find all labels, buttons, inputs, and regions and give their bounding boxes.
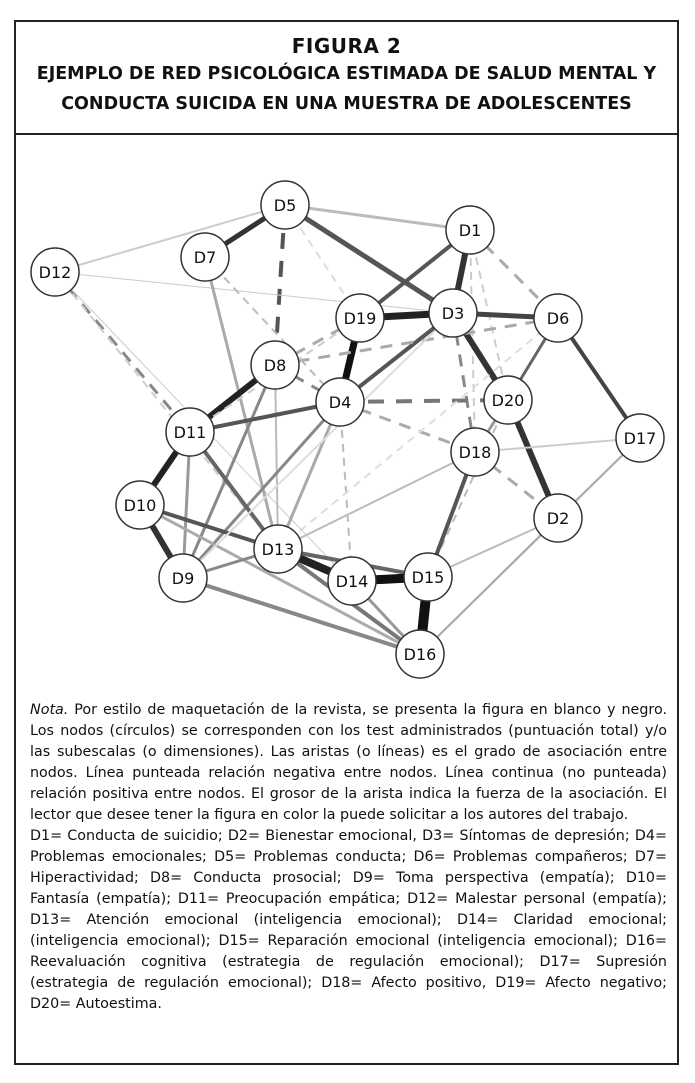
node-label: D8 bbox=[263, 356, 287, 375]
node-label: D13 bbox=[261, 540, 295, 559]
node-d2 bbox=[534, 494, 582, 542]
node-d1 bbox=[446, 206, 494, 254]
network-nodes bbox=[31, 181, 664, 678]
node-d14 bbox=[328, 557, 376, 605]
node-label: D18 bbox=[458, 443, 492, 462]
node-d17 bbox=[616, 414, 664, 462]
node-d3 bbox=[429, 289, 477, 337]
node-d20 bbox=[484, 376, 532, 424]
node-label: D10 bbox=[123, 496, 157, 515]
node-label: D4 bbox=[328, 393, 352, 412]
figure-notes bbox=[30, 700, 667, 1015]
node-label: D1 bbox=[458, 221, 482, 240]
node-d18 bbox=[451, 428, 499, 476]
node-label: D3 bbox=[441, 304, 465, 323]
node-label: D2 bbox=[546, 509, 570, 528]
node-d16 bbox=[396, 630, 444, 678]
legend-text: D1= Conducta de suicidio; D2= Bienestar emocional, D3= Síntomas de depresión; D4= Problemas emocionales; D5= Problemas conducta; D6= Problemas compañeros; D7= Hiperactividad; D8= Conducta prosocial; D9= Toma perspectiva (empatía); D10= Fantasía (empatía); D11= Preocupación empática; D12= Malestar personal (empatía); D13= Atención emocional (inteligencia emocional); D14= Claridad emocional; (inteligencia emocional); D15= Reparación emocional (inteligencia emocional); D16= Reevaluación cognitiva (estrategia de regulación emocional); D17= Supresión (estrategia de regulación emocional); D18= Afecto positivo, D19= Afecto negativo; D20= Autoestima. bbox=[30, 828, 667, 1012]
edge-d13-d6 bbox=[278, 318, 558, 549]
node-label: D6 bbox=[546, 309, 570, 328]
node-d5 bbox=[261, 181, 309, 229]
node-d19 bbox=[336, 294, 384, 342]
node-label: D16 bbox=[403, 645, 437, 664]
node-label: D11 bbox=[173, 423, 207, 442]
node-d13 bbox=[254, 525, 302, 573]
node-label: D9 bbox=[171, 569, 195, 588]
node-d9 bbox=[159, 554, 207, 602]
node-label: D17 bbox=[623, 429, 657, 448]
edge-d5-d1 bbox=[285, 205, 470, 230]
note-paragraph bbox=[30, 700, 667, 826]
figure-number: FIGURA 2 bbox=[291, 34, 402, 58]
edge-d5-d12 bbox=[55, 205, 285, 272]
node-d11 bbox=[166, 408, 214, 456]
nota-label: Nota. bbox=[30, 702, 69, 718]
edge-d8-d13 bbox=[275, 365, 278, 549]
node-d4 bbox=[316, 378, 364, 426]
note-text: Por estilo de maquetación de la revista, se presenta la figura en blanco y negro. Los nodos (círculos) se corresponden con los test administrados (puntuación total) y/o las subescalas (o dimensiones). Las aristas (o líneas) es el grado de asociación entre nodos. Línea punteada relación negativa entre nodos. Línea continua (no punteada) relación positiva entre nodos. El grosor de la arista indica la fuerza de la asociación. El lector que desee tener la figura en color la puede solicitar a los autores del trabajo. bbox=[30, 702, 667, 823]
edge-d9-d3 bbox=[183, 313, 453, 578]
node-d8 bbox=[251, 341, 299, 389]
node-d15 bbox=[404, 553, 452, 601]
edge-d17-d18 bbox=[475, 438, 640, 452]
node-label: D7 bbox=[193, 248, 217, 267]
figure-title-line-1: EJEMPLO DE RED PSICOLÓGICA ESTIMADA DE SALUD MENTAL Y bbox=[36, 64, 657, 84]
node-d10 bbox=[116, 481, 164, 529]
edge-d4-d14 bbox=[340, 402, 352, 581]
figure-title-line-2: CONDUCTA SUICIDA EN UNA MUESTRA DE ADOLESCENTES bbox=[61, 94, 632, 114]
node-label: D19 bbox=[343, 309, 377, 328]
node-label: D15 bbox=[411, 568, 445, 587]
node-label: D12 bbox=[38, 263, 72, 282]
node-d12 bbox=[31, 248, 79, 296]
node-d7 bbox=[181, 233, 229, 281]
node-label: D20 bbox=[491, 391, 525, 410]
node-label: D5 bbox=[273, 196, 297, 215]
node-label: D14 bbox=[335, 572, 369, 591]
node-d6 bbox=[534, 294, 582, 342]
